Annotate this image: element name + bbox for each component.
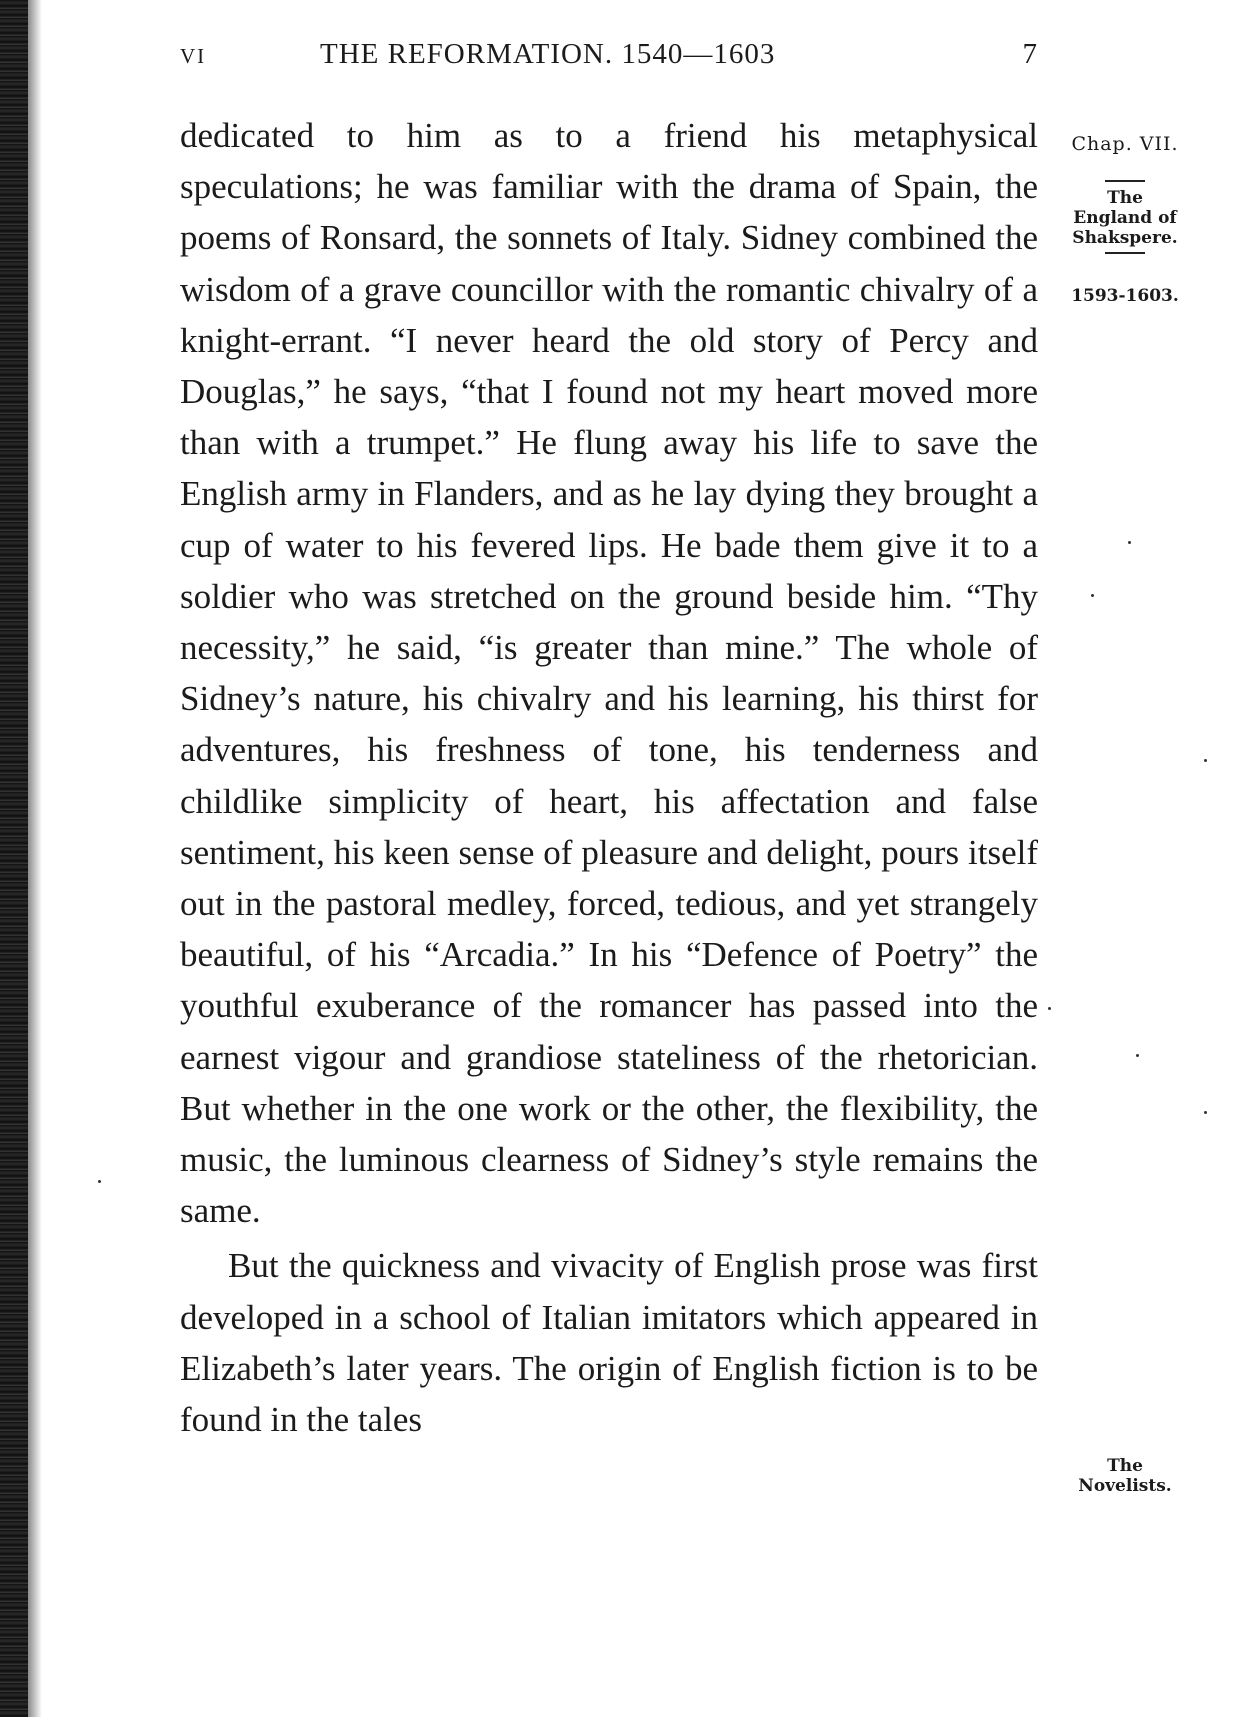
sidenote-rule-top xyxy=(1105,180,1145,182)
body-text xyxy=(180,110,1038,1445)
sidenote-section-line3: Shakspere. xyxy=(1072,228,1178,248)
header-chapter-number: VI xyxy=(180,44,207,68)
print-speck xyxy=(1128,541,1131,544)
binding-shadow xyxy=(28,0,42,1717)
print-speck xyxy=(1048,1007,1051,1010)
sidenote-date-range: 1593-1603. xyxy=(1071,286,1179,306)
sidenote-novelists-line2: Novelists. xyxy=(1078,1476,1172,1496)
sidenote-section-line2: England of xyxy=(1073,208,1177,228)
print-speck xyxy=(1204,1111,1207,1114)
print-speck xyxy=(1091,594,1094,597)
paragraph-novelists: But the quickness and vivacity of English prose was first developed in a school of Italian imitators which appeared in Elizabeth’s later years. The origin of English fiction is to be found in the tales xyxy=(180,1246,1038,1440)
print-speck xyxy=(1204,759,1207,762)
sidenote-novelists xyxy=(1052,1456,1198,1496)
sidenote-section-title xyxy=(1052,176,1198,260)
running-header xyxy=(180,38,1038,78)
page-number: 7 xyxy=(1022,38,1038,70)
print-speck xyxy=(1136,1054,1139,1057)
header-running-title: THE REFORMATION. 1540—1603 xyxy=(320,38,776,70)
binding-edge xyxy=(0,0,28,1717)
paragraph-sidney: dedicated to him as to a friend his metaphysical speculations; he was familiar with the drama of Spain, the poems of Ronsard, the sonnets of Italy. Sidney combined the wisdom of a grave councillor with the romantic chivalry of a knight-errant. “I never heard the old story of Percy and Douglas,” he says, “that I found not my heart moved more than with a trumpet.” He flung away his life to save the English army in Flanders, and as he lay dying they brought a cup of water to his fevered lips. He bade them give it to a soldier who was stretched on the ground beside him. “Thy necessity,” he said, “is greater than mine.” The whole of Sidney’s nature, his chivalry and his learning, his thirst for adventures, his freshness of tone, his tenderness and childlike simplicity of heart, his affectation and false sentiment, his keen sense of pleasure and delight, pours itself out in the pastoral medley, forced, tedious, and yet strangely beautiful, of his “Arcadia.” In his “Defence of Poetry” the youthful exuberance of the romancer has passed into the earnest vigour and grandiose stateliness of the rhetorician. But whether in the one work or the other, the flexibility, the music, the luminous clearness of Sidney’s style remains the same. xyxy=(180,116,1038,1231)
sidenote-rule-bottom xyxy=(1105,252,1145,254)
print-speck xyxy=(98,1180,101,1183)
sidenote-novelists-line1: The xyxy=(1107,1456,1143,1476)
sidenote-section-line1: The xyxy=(1107,188,1143,208)
sidenote-chapter: Chap. VII. xyxy=(1071,133,1179,155)
